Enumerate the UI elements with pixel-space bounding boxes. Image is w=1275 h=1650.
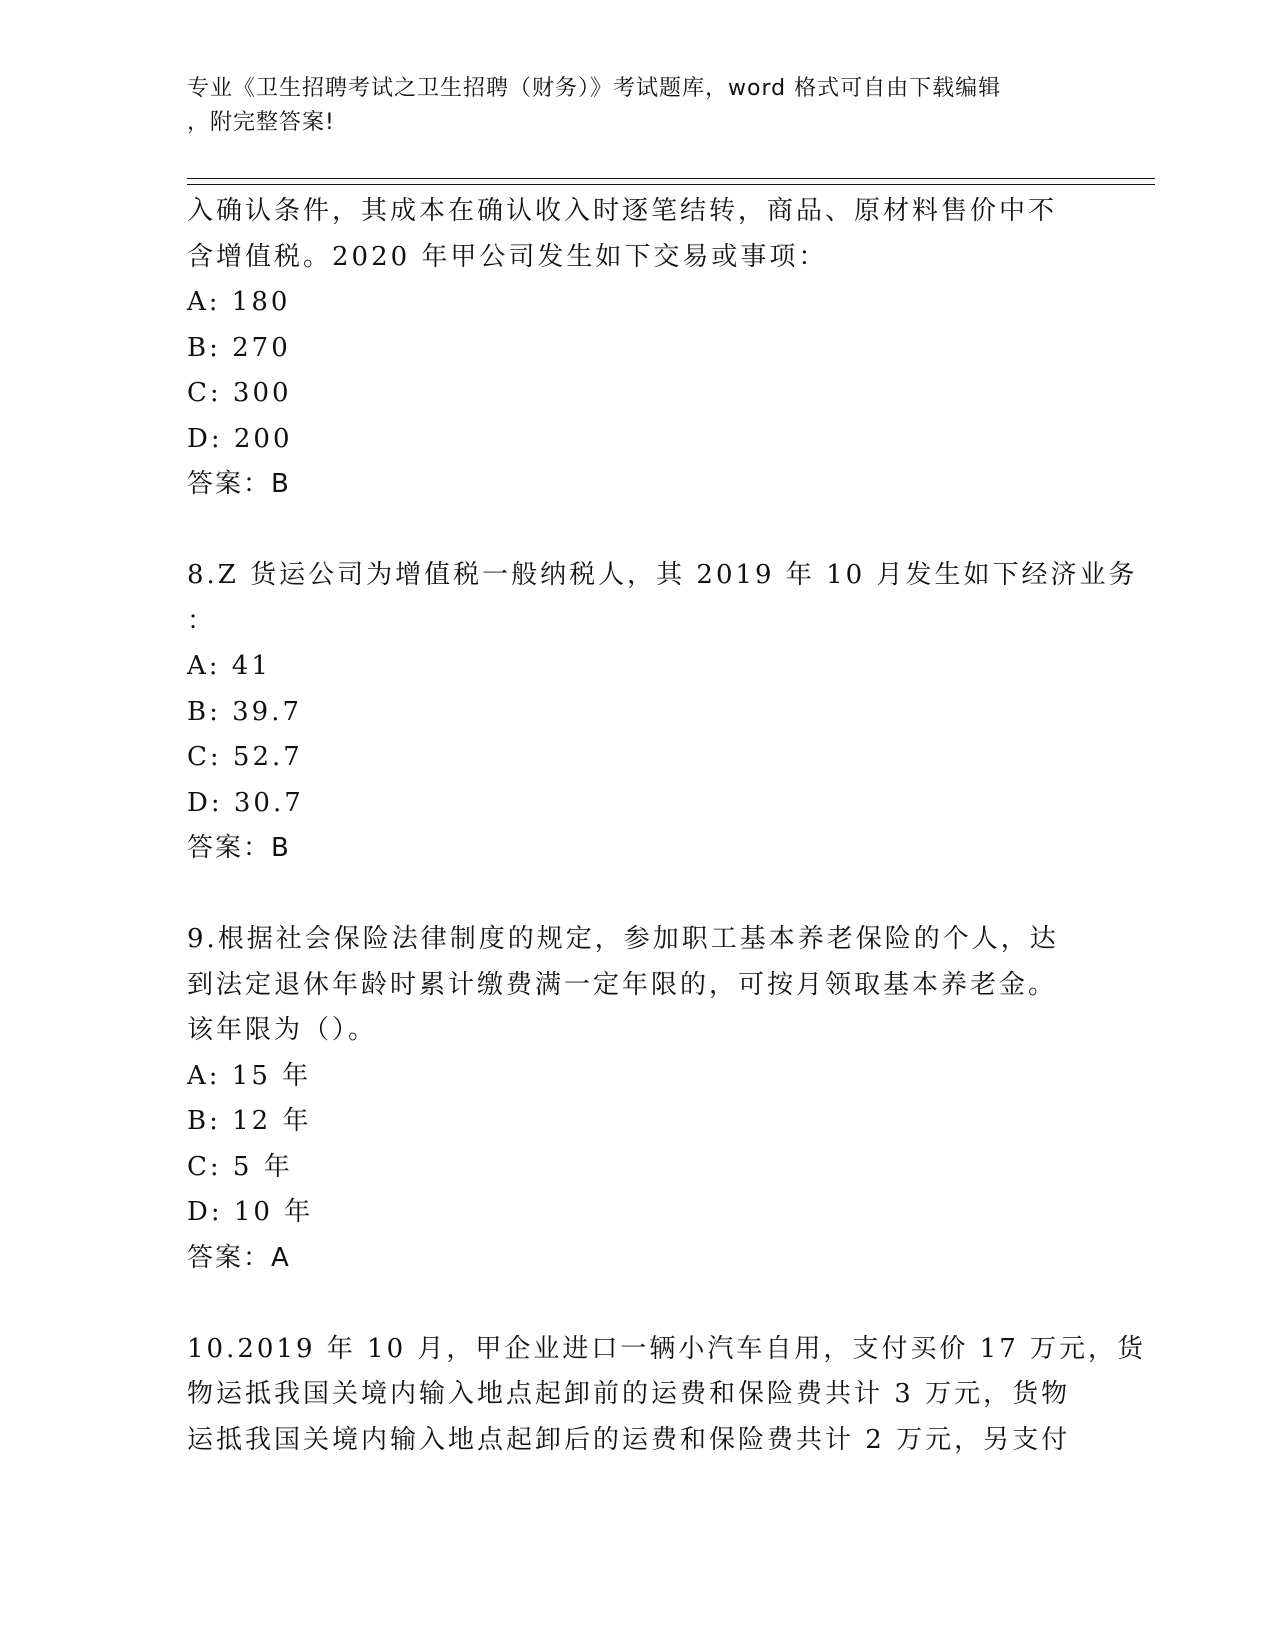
answer: 答案：B [187, 833, 291, 863]
option-c: C: 300 [187, 378, 292, 408]
option-a: A: 15 年 [187, 1060, 312, 1091]
question-stem-line: 到法定退休年龄时累计缴费满一定年限的，可按月领取基本养老金。 [187, 969, 1058, 1000]
option-c: C: 52.7 [187, 742, 303, 772]
answer: 答案：A [187, 1242, 291, 1273]
question-stem-line: 该年限为（）。 [187, 1015, 378, 1045]
option-b: B: 12 年 [187, 1106, 312, 1136]
question-stem-line: 10.2019 年 10 月，甲企业进口一辆小汽车自用，支付买价 17 万元，货 [187, 1333, 1147, 1364]
question-stem-line: 含增值税。2020 年甲公司发生如下交易或事项： [187, 241, 828, 272]
question-stem-line: 入确认条件，其成本在确认收入时逐笔结转，商品、原材料售价中不 [187, 196, 1058, 226]
document-header [187, 72, 1087, 140]
header-divider-bottom [187, 184, 1155, 185]
option-b: B: 39.7 [187, 696, 303, 727]
option-c: C: 5 年 [187, 1151, 293, 1182]
option-a: A: 180 [187, 287, 291, 317]
question-stem-line: 8.Z 货运公司为增值税一般纳税人，其 2019 年 10 月发生如下经济业务 [187, 560, 1138, 590]
header-line-1: 专业《卫生招聘考试之卫生招聘（财务）》考试题库，word 格式可自由下载编辑 [187, 76, 1002, 101]
option-a: A: 41 [187, 651, 271, 681]
header-line-2: ，附完整答案! [187, 110, 335, 135]
question-stem-line: 9.根据社会保险法律制度的规定，参加职工基本养老保险的个人，达 [187, 924, 1059, 954]
question-9 [187, 917, 1147, 1281]
question-spacer [187, 1281, 1147, 1327]
question-stem-line: 运抵我国关境内输入地点起卸后的运费和保险费共计 2 万元，另支付 [187, 1424, 1071, 1455]
question-7 [187, 189, 1147, 508]
question-spacer [187, 872, 1147, 918]
option-d: D: 200 [187, 423, 293, 454]
header-divider-top [187, 178, 1155, 179]
question-8 [187, 553, 1147, 872]
question-stem-line: ： [187, 605, 217, 636]
question-list [187, 189, 1147, 1463]
option-b: B: 270 [187, 332, 291, 363]
question-stem-line: 物运抵我国关境内输入地点起卸前的运费和保险费共计 3 万元，货物 [187, 1379, 1071, 1409]
option-d: D: 10 年 [187, 1197, 314, 1227]
option-d: D: 30.7 [187, 787, 304, 818]
answer: 答案：B [187, 469, 291, 499]
question-spacer [187, 508, 1147, 554]
question-10 [187, 1327, 1147, 1464]
